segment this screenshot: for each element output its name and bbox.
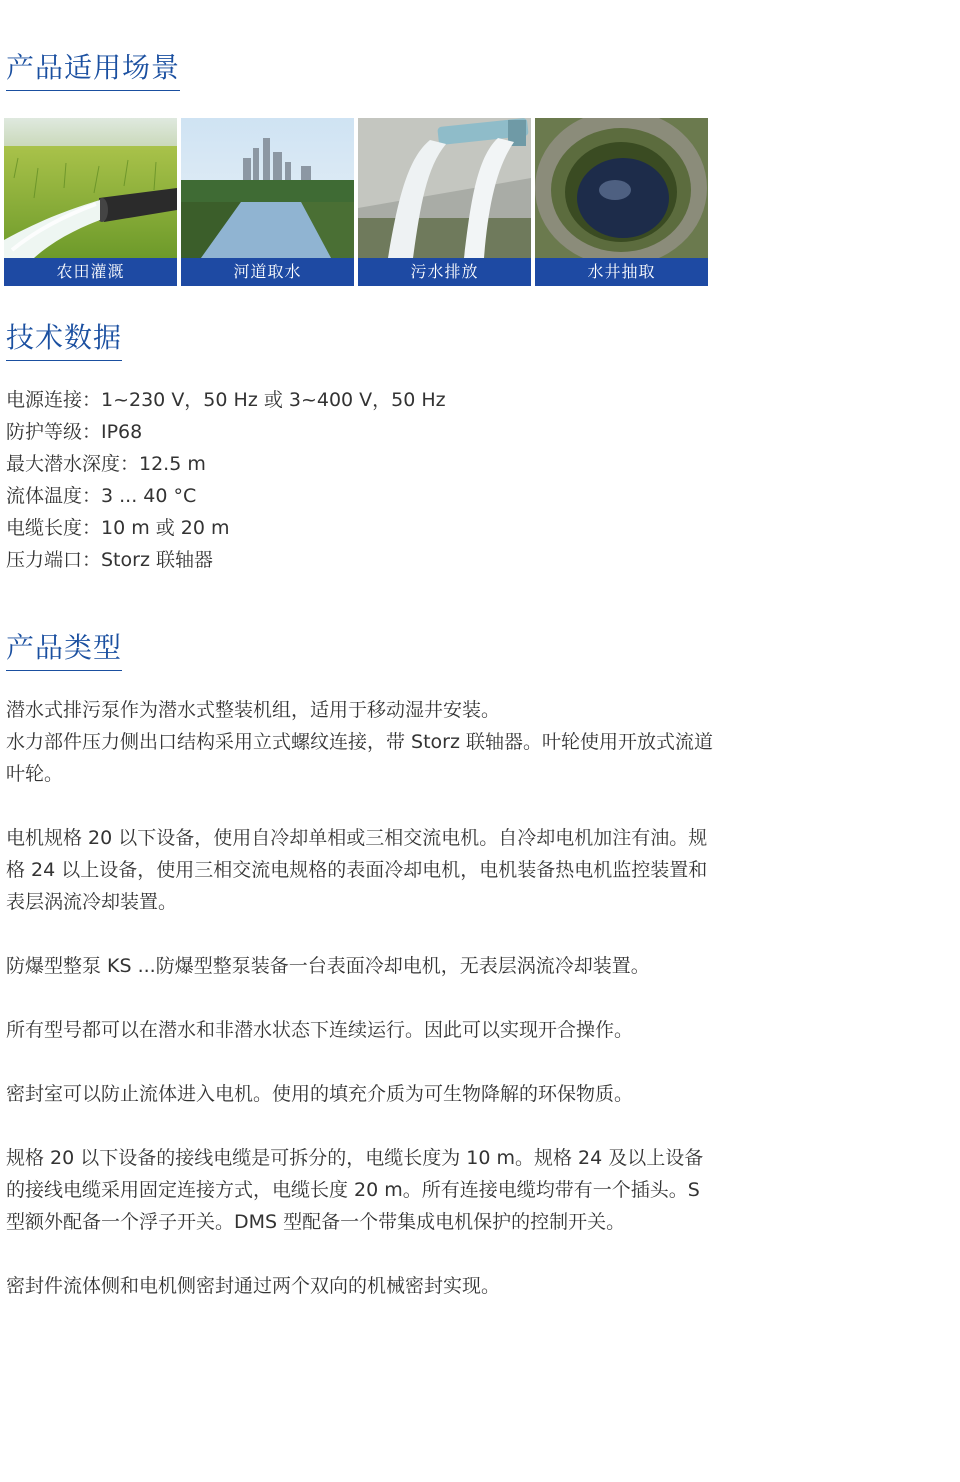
spec-item: 防护等级：IP68	[6, 421, 143, 443]
description-paragraph: 所有型号都可以在潜水和非潜水状态下连续运行。因此可以实现开合操作。	[6, 1019, 634, 1041]
spec-item: 电缆长度：10 m 或 20 m	[6, 517, 230, 539]
scene-wastewater	[358, 118, 531, 286]
scenarios-gallery	[4, 118, 708, 286]
description-paragraph: 潜水式排污泵作为潜水式整装机组，适用于移动湿井安装。 水力部件压力侧出口结构采用立式螺纹连接，带 Storz 联轴器。叶轮使用开放式流道叶轮。	[6, 699, 714, 785]
spec-item: 流体温度：3 ... 40 °C	[6, 485, 197, 507]
product-description	[6, 694, 716, 1334]
spec-list	[6, 384, 446, 576]
description-paragraph: 电机规格 20 以下设备，使用自冷却单相或三相交流电机。自冷却电机加注有油。规格 24 以上设备，使用三相交流电规格的表面冷却电机，电机装备热电机监控装置和表层涡流冷却装置。	[6, 827, 708, 913]
spec-item: 压力端口：Storz 联轴器	[6, 549, 213, 571]
wastewater-pipes-icon	[358, 118, 531, 258]
scene-river	[181, 118, 354, 286]
description-paragraph: 防爆型整泵 KS ...防爆型整泵装备一台表面冷却电机，无表层涡流冷却装置。	[6, 955, 650, 977]
spec-item: 最大潜水深度：12.5 m	[6, 453, 206, 475]
scene-label: 河道取水	[181, 258, 354, 286]
rice-field-irrigation-icon	[4, 118, 177, 258]
spec-item: 电源连接：1~230 V，50 Hz 或 3~400 V，50 Hz	[6, 389, 446, 411]
product-types-title: 产品类型	[6, 630, 122, 671]
scenarios-title: 产品适用场景	[6, 50, 180, 91]
scene-label: 农田灌溉	[4, 258, 177, 286]
scene-well	[535, 118, 708, 286]
river-city-icon	[181, 118, 354, 258]
description-paragraph: 规格 20 以下设备的接线电缆是可拆分的，电缆长度为 10 m。规格 24 及以上设备的接线电缆采用固定连接方式，电缆长度 20 m。所有连接电缆均带有一个插头。S 型额外配备一个浮子开关。DMS 型配备一个带集成电机保护的控制开关。	[6, 1147, 704, 1233]
scene-label: 污水排放	[358, 258, 531, 286]
scene-irrigation	[4, 118, 177, 286]
scene-label: 水井抽取	[535, 258, 708, 286]
description-paragraph: 密封室可以防止流体进入电机。使用的填充介质为可生物降解的环保物质。	[6, 1083, 634, 1105]
stone-well-icon	[535, 118, 708, 258]
tech-data-title: 技术数据	[6, 320, 122, 361]
description-paragraph: 密封件流体侧和电机侧密封通过两个双向的机械密封实现。	[6, 1275, 501, 1297]
